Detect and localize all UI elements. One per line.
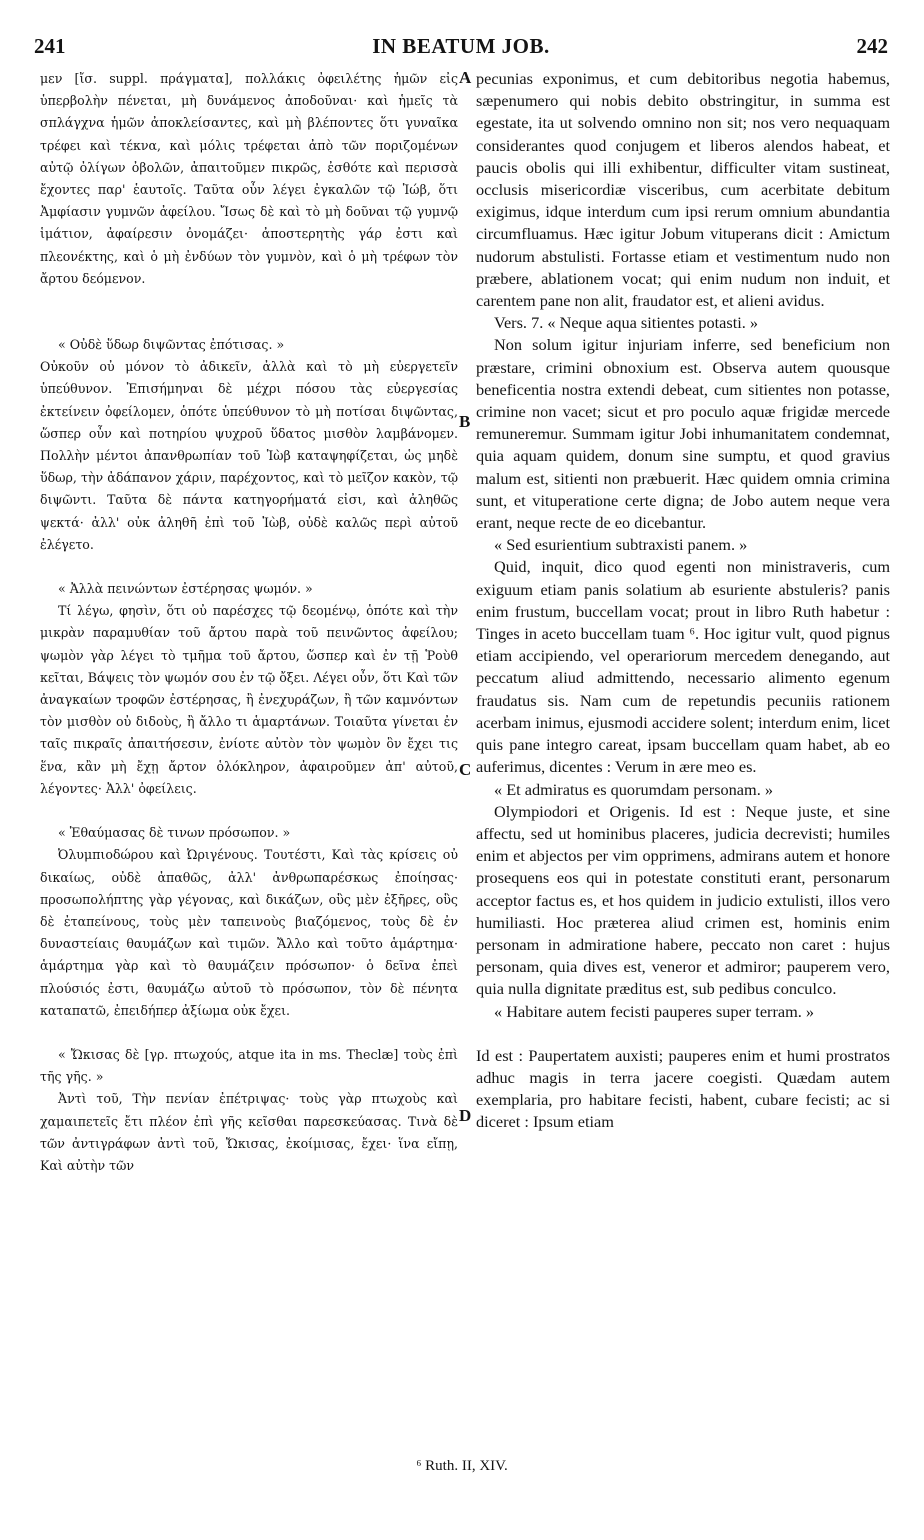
margin-letter-d: D	[459, 1106, 472, 1125]
greek-quote-panem: « Ἀλλὰ πεινώντων ἐστέρησας ψωμόν. »	[58, 581, 313, 597]
greek-quote-vers7: « Οὐδὲ ὕδωρ διψῶντας ἐπότισας. »	[58, 337, 285, 353]
latin-quote-vers7: Vers. 7. « Neque aqua sitientes potasti. »	[494, 313, 759, 333]
page-number-right: 242	[856, 34, 888, 58]
greek-paragraph-2: Οὐκοῦν οὐ μόνον τὸ ἀδικεῖν, ἀλλὰ καὶ τὸ μὴ εὐεργετεῖν ὑπεύθυνον. Ἐπισήμηναι δὲ μέχρι πόσου τὰς εὐεργεσίας ἐκτείνειν ὀφείλομεν, ὁπότε ὑπεύθυνον τὸ μὴ ποτίσαι διψῶντας, ὥσπερ οὖν καὶ ποτηρίου ψυχροῦ ὕδατος μισθὸν λαμβάνομεν. Πολλὴν μέντοι ἀπανθρωπίαν τοῦ Ἰὼβ καταψηφίζεται, ὡς μηδὲ ὕδωρ, τὴν ἀδάπανον χάριν, παρέχοντος, καὶ τὸ μεῖζον κακὸν, τῷ διψῶντι. Ταῦτα δὲ πάντα κατηγορήματά εἰσι, καὶ ἀληθῶς ψεκτά· ἀλλ' οὐκ ἀληθῆ ἐπὶ τοῦ Ἰὼβ, οὐδὲ καλῶς περὶ αὐτοῦ ἐλέγετο.	[40, 359, 458, 552]
greek-quote-habitare: « Ὤκισας δὲ [γρ. πτωχούς, atque ita in ms. Theclæ] τοὺς ἐπὶ τῆς γῆς. »	[40, 1046, 458, 1085]
footnote: ⁶ Ruth. II, XIV.	[416, 1458, 508, 1474]
greek-paragraph-3: Τί λέγω, φησὶν, ὅτι οὐ παρέσχες τῷ δεομένῳ, ὁπότε καὶ τὴν μικρὰν παραμυθίαν τοῦ ἄρτου παρὰ τοῦ πεινῶντος ἀφείλου; ψωμὸν γὰρ λέγει τὸ τμῆμα τοῦ ἄρτου, ὥσπερ καὶ ἐν τῇ Ῥοὺθ κεῖται, Βάψεις τὸν ψωμόν σου ἐν τῷ ὄξει. Λέγει οὖν, ὅτι Καὶ τῶν ἀναγκαίων τροφῶν ἐστέρησας, ἢ ἐνεχυράζων, ἢ τῶν καμνόντων τὸν μισθὸν οὐ διδοὺς, ἢ ἄλλο τι ἁμαρτάνων. Τοιαῦτα γίνεται ἐν ταῖς πικραῖς ἀπαιτήσεσιν, ἐνίοτε αὐτὸν τὸν ψωμὸν ὃν ἔχει τις ἕνα, κἂν μὴ ἔχῃ ἄρτον ὁλόκληρον, ἀφαιροῦμεν ἀπ' αὐτοῦ, λέγοντες· Ἀλλ' ὀφείλεις.	[40, 603, 458, 796]
running-header	[34, 34, 888, 64]
latin-quote-personam: « Et admiratus es quorumdam personam. »	[494, 779, 773, 799]
margin-letter-a: A	[459, 68, 472, 87]
greek-paragraph-4: Ὀλυμπιοδώρου καὶ Ὠριγένους. Τουτέστι, Καὶ τὰς κρίσεις οὐ δικαίως, οὐδὲ ἀπαθῶς, ἀλλ' ἀνθρωπαρέσκως ἐποίησας· προσωπολήπτης γὰρ γέγονας, καὶ δικάζων, οὓς μὲν ἐξῆρες, οὓς δὲ ἐταπείνους, τοὺς μὲν ταπεινοὺς βιαζόμενος, τοὺς δὲ ἐν δυναστείαις θαυμάζων καὶ τιμῶν. Ἄλλο καὶ τοῦτο ἁμάρτημα· ἁμάρτημα γὰρ καὶ τὸ θαυμάζειν πρόσωπον· ὁ δεῖνα ἐπεὶ πλούσιός ἐστι, θαυμάζω αὐτοῦ τὸ πρόσωπον, τὸν δὲ πένητα καταπατῶ, ἐπειδήπερ ἀξίωμα οὐκ ἔχει.	[40, 847, 458, 1018]
latin-paragraph-5: Id est : Paupertatem auxisti; pauperes enim et humi prostratos adhuc magis in terra jacere coegisti. Quædam autem exemplaria, pro habitare fecisti, habent, cubare fecisti; ac si diceret : Ipsum etiam	[476, 1045, 890, 1132]
margin-letter-c: C	[459, 760, 472, 779]
greek-quote-personam: « Ἐθαύμασας δὲ τινων πρόσωπον. »	[58, 825, 291, 841]
greek-column	[40, 68, 458, 1177]
latin-paragraph-1: pecunias exponimus, et cum debitoribus negotia habemus, sæpenumero qui nobis debito obstringitur, in summa est egestate, ita ut solvendo omnino non sit; nos vero nequaquam considerantes quod conjugem et liberos alendos habeat, et paucis obolis qui illi exhibentur, difficulter vitam sustineat, occlusis misericordiæ visceribus, cum acerbitate debitum exigimus, idque interdum cum ipsi rerum omnium abundantia circumfluamus. Hæc igitur Jobum vituperans dicit : Amictum nudorum abstulisti. Fortasse etiam et vestimentum nudo non præbere, ablationem vocat; qui enim nudum non induit, et carentem pane non alit, fraudator est, et alieni avidus.	[476, 69, 890, 311]
latin-paragraph-4: Olympiodori et Origenis. Id est : Neque juste, et sine affectu, sed ut hominibus placeres, judicia decrevisti; humiles enim et abjectos per vim opprimens, admirans autem et honore prosequens eos qui in potestate constituti erant, personarum acceptor factus es, et hos quidem in judicio extulisti, illos vero humiliasti. Hoc præterea aliud crimen est, hominis enim personam in admiratione habere, peccato non caret : hujus personam, quia dives est, veneror et admiror; pauperem vero, quia nulla dignitate præditus est, sub pedibus conculco.	[476, 801, 890, 999]
latin-paragraph-2: Non solum igitur injuriam inferre, sed beneficium non præstare, crimini obnoxium est. Observa autem quousque beneficentia nostra extendi debeat, cum sitientes non potasse, crimine non vacet; sicut et pro poculo aquæ frigidæ mercede remuneremur. Summam igitur Jobi inhumanitatem condemnat, quia aquam quidem, donum sine sumptu, et quod gravius malum est, sitienti non præbuerit. Hæc quidem omnia crimina sunt, et vituperatione certe digna; de Jobo autem neque vera erant, neque recte de eo dicebantur.	[476, 335, 890, 533]
latin-paragraph-3: Quid, inquit, dico quod egenti non ministraveris, cum exiguum etiam panis solatium ab esuriente abstuleris? panis enim frustum, buccellam vocat; prout in libro Ruth habetur : Tinges in aceto buccellam tuam ⁶. Hoc igitur vult, quod pignus etiam accipiendo, vel operariorum mercedem denegando, aut peccatum aliud admittendo, necessario alimento egenum fraudatus sis. Nam cum de repetundis pecuniis rationem acerbam inimus, ejusmodi accidere solent; interdum enim, licet quis pane integro careat, ipsam buccellam quam habet, ab eo auferimus, dicentes : Verum in ære meo es.	[476, 557, 890, 777]
greek-paragraph-5: Ἀντὶ τοῦ, Τὴν πενίαν ἐπέτριψας· τοὺς γὰρ πτωχοὺς καὶ χαμαιπετεῖς ἔτι πλέον ἐπὶ γῆς κεῖσθαι παρεσκεύασας. Τινὰ δὲ τῶν ἀντιγράφων ἀντὶ τοῦ, Ὤκισας, ἐκοίμισας, ἔχει· ἵνα εἴπῃ, Καὶ αὐτὴν τῶν	[40, 1091, 458, 1173]
margin-letter-b: B	[459, 412, 471, 431]
greek-paragraph-1: μεν [ἴσ. suppl. πράγματα], πολλάκις ὀφειλέτης ἡμῶν εἰς ὑπερβολὴν πένεται, μὴ δυνάμενος ἀποδοῦναι· καὶ ἡμεῖς τὰ σπλάγχνα ἡμῶν ἀποκλείσαντες, καὶ μὴ βλέποντες ὅτι γυναῖκα τρέφει καὶ τέκνα, καὶ μόλις τρέφεται ἀπὸ τῶν ποριζομένων αὐτῷ ὀλίγων ὀβολῶν, ἀπαιτοῦμεν πικρῶς, ἐσθότε καὶ περισσὰ ἔχοντες παρ' ἑαυτοῖς. Ταῦτα οὖν λέγει ἐγκαλῶν τῷ Ἰώβ, ὅτι Ἀμφίασιν γυμνῶν ἀφείλου. Ἴσως δὲ καὶ τὸ μὴ δοῦναι τῷ γυμνῷ ἱμάτιον, ἀφαίρεσιν ὀνομάζει· ἀποστερητὴς γάρ ἐστι καὶ πλεονέκτης, καὶ ὁ μὴ ἐνδύων τὸν γυμνὸν, καὶ ὁ μὴ τρέφων τὸν ἄρτου δεόμενον.	[40, 71, 458, 286]
page-number-left: 241	[34, 34, 66, 58]
latin-quote-habitare: « Habitare autem fecisti pauperes super terram. »	[494, 1001, 815, 1021]
latin-quote-panem: « Sed esurientium subtraxisti panem. »	[494, 535, 748, 555]
running-title: IN BEATUM JOB.	[372, 34, 550, 58]
latin-column	[476, 68, 890, 1134]
